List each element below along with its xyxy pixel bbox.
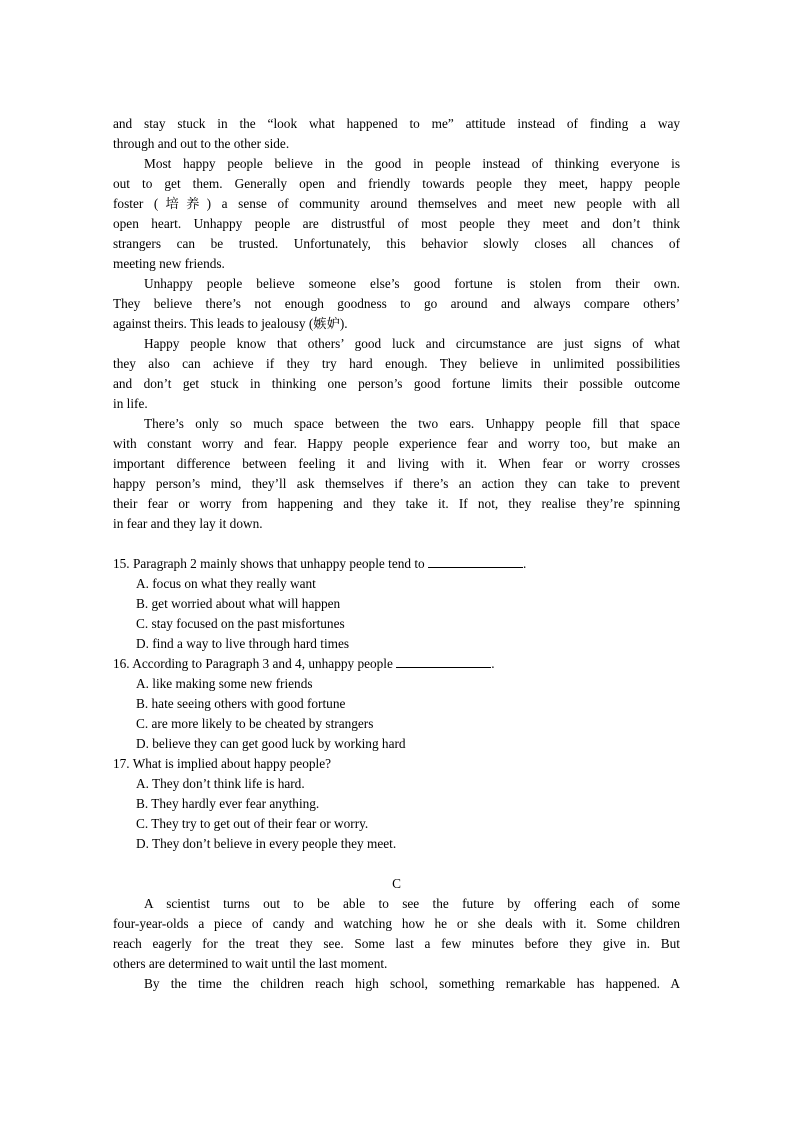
section-heading: C — [392, 876, 401, 891]
passage-line: out to get them. Generally open and friendly towards people they meet, happy people — [113, 176, 680, 191]
option: B. hate seeing others with good fortune — [136, 696, 346, 711]
passage-line: A scientist turns out to be able to see the future by offering each of some — [144, 896, 680, 911]
passage-line: with constant worry and fear. Happy people experience fear and worry too, but make an — [113, 436, 680, 451]
option: C. They try to get out of their fear or worry. — [136, 816, 369, 831]
option: A. They don’t think life is hard. — [136, 776, 305, 791]
passage-line: others are determined to wait until the last moment. — [113, 956, 388, 971]
option: D. They don’t believe in every people they meet. — [136, 836, 397, 851]
passage-line: in life. — [113, 396, 148, 411]
passage-line: foster (培养) a sense of community around themselves and meet new people with all — [113, 196, 680, 211]
option: C. stay focused on the past misfortunes — [136, 616, 345, 631]
passage-line: By the time the children reach high school, something remarkable has happened. A — [144, 976, 680, 991]
passage-text — [113, 114, 680, 534]
question-stem: 17. What is implied about happy people? — [113, 756, 331, 771]
section-c — [113, 874, 680, 994]
option: B. get worried about what will happen — [136, 596, 341, 611]
answer-blank — [396, 654, 491, 668]
passage-line: strangers can be trusted. Unfortunately, this behavior slowly closes all chances of — [113, 236, 680, 251]
passage-line: There’s only so much space between the two ears. Unhappy people fill that space — [144, 416, 680, 431]
question-15 — [113, 554, 680, 654]
passage-line: they also can achieve if they try hard enough. They believe in unlimited possibilities — [113, 356, 680, 371]
question-stem: 16. According to Paragraph 3 and 4, unhappy people . — [113, 656, 495, 671]
passage-line: meeting new friends. — [113, 256, 225, 271]
passage-line: and stay stuck in the “look what happened to me” attitude instead of finding a way — [113, 116, 680, 131]
question-stem: 15. Paragraph 2 mainly shows that unhappy people tend to . — [113, 556, 527, 571]
option: A. like making some new friends — [136, 676, 313, 691]
passage-line: They believe there’s not enough goodness to go around and always compare others’ — [113, 296, 680, 311]
option: A. focus on what they really want — [136, 576, 316, 591]
option: C. are more likely to be cheated by strangers — [136, 716, 374, 731]
passage-line: their fear or worry from happening and they take it. If not, they realise they’re spinning — [113, 496, 680, 511]
answer-blank — [428, 554, 523, 568]
passage-line: four-year-olds a piece of candy and watching how he or she deals with it. Some children — [113, 916, 680, 931]
option: B. They hardly ever fear anything. — [136, 796, 320, 811]
passage-line: Happy people know that others’ good luck and circumstance are just signs of what — [144, 336, 680, 351]
question-list — [113, 554, 680, 854]
passage-line: Most happy people believe in the good in people instead of thinking everyone is — [144, 156, 680, 171]
question-16 — [113, 654, 680, 754]
passage-line: against theirs. This leads to jealousy (嫉妒). — [113, 316, 348, 331]
passage-line: and don’t get stuck in thinking one person’s good fortune limits their possible outcome — [113, 376, 680, 391]
passage-line: open heart. Unhappy people are distrustful of most people they meet and don’t think — [113, 216, 680, 231]
option: D. find a way to live through hard times — [136, 636, 350, 651]
passage-line: in fear and they lay it down. — [113, 516, 263, 531]
question-17 — [113, 754, 680, 854]
passage-line: reach eagerly for the treat they see. Some last a few minutes before they give in. But — [113, 936, 680, 951]
passage-line: through and out to the other side. — [113, 136, 290, 151]
option: D. believe they can get good luck by working hard — [136, 736, 406, 751]
passage-line: happy person’s mind, they’ll ask themselves if there’s an action they can take to prevent — [113, 476, 680, 491]
passage-line: important difference between feeling it and living with it. When fear or worry crosses — [113, 456, 680, 471]
passage-line: Unhappy people believe someone else’s good fortune is stolen from their own. — [144, 276, 680, 291]
